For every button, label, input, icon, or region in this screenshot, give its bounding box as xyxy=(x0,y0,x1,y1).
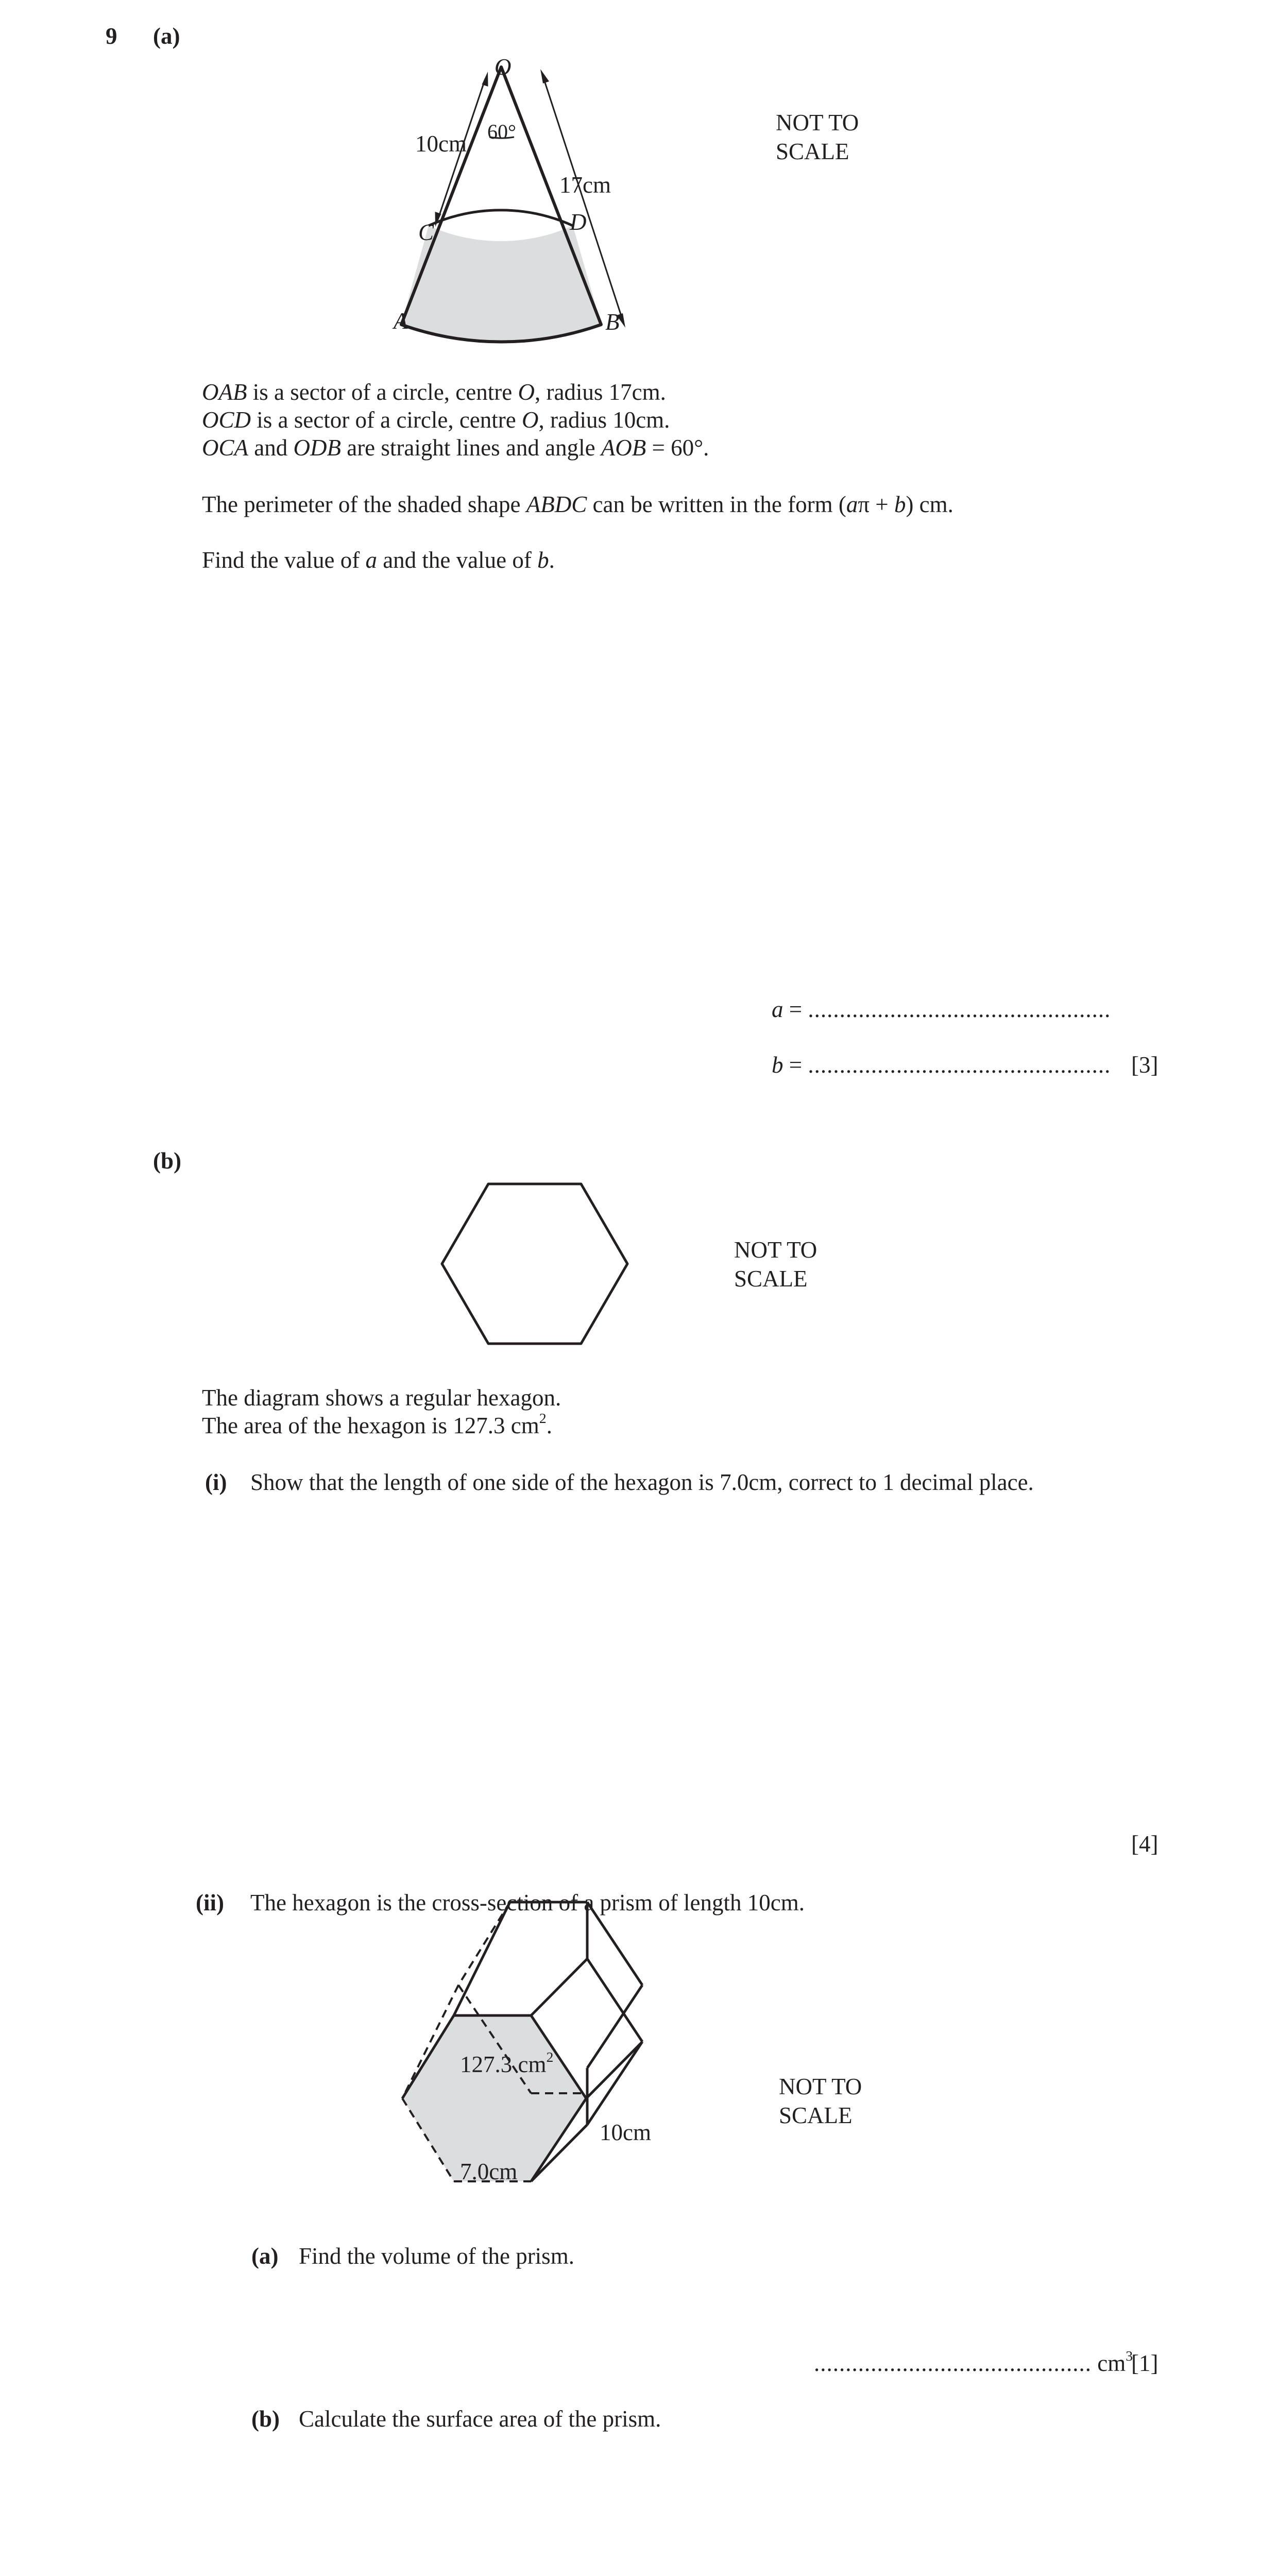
not-to-scale-b-line2: SCALE xyxy=(734,1266,808,1292)
point-C-label: C xyxy=(418,219,434,245)
part-ii-text: The hexagon is the cross-section of a prism of length 10cm. xyxy=(250,1890,805,1916)
not-to-scale-a-line1: NOT TO xyxy=(776,110,859,135)
prism-area-label: 127.3 $cm^2$ xyxy=(460,2049,554,2077)
part-b-label: (b) xyxy=(153,1148,181,1174)
point-O-label: O xyxy=(495,54,512,80)
area-statement: The area of the hexagon is 127.3 $cm^2$. xyxy=(202,1410,552,1438)
part-a-label: (a) xyxy=(153,23,180,49)
find-instruction: Find the value of a and the value of b. xyxy=(202,547,555,573)
radius-10cm-label: 10cm xyxy=(415,131,467,157)
marks-part-i: [4] xyxy=(1131,1831,1158,1857)
statement-line-3: OCA and ODB are straight lines and angle AOB = 60°. xyxy=(202,435,709,461)
sub-b-text: Calculate the surface area of the prism. xyxy=(299,2406,661,2432)
not-to-scale-ii-line1: NOT TO xyxy=(779,2074,862,2099)
volume-answer-line[interactable]: ............................................ $cm^3$ xyxy=(814,2348,1133,2376)
sub-b-label: (b) xyxy=(251,2406,280,2432)
angle-60-label: 60° xyxy=(487,120,516,143)
sub-a-text: Find the volume of the prism. xyxy=(299,2243,574,2269)
point-B-label: B xyxy=(605,309,620,335)
statement-line-2: OCD is a sector of a circle, centre O, radius 10cm. xyxy=(202,407,670,433)
part-i-text: Show that the length of one side of the hexagon is 7.0cm, correct to 1 decimal place. xyxy=(250,1469,1034,1495)
prism-side-label: 7.0cm xyxy=(460,2159,518,2184)
answer-a-line[interactable]: a = ................................................ xyxy=(772,996,1111,1022)
not-to-scale-ii-line2: SCALE xyxy=(779,2103,853,2128)
sub-a-label: (a) xyxy=(251,2243,279,2269)
marks-part-a: [3] xyxy=(1131,1052,1158,1078)
part-i-label: (i) xyxy=(205,1469,227,1495)
marks-sub-a: [1] xyxy=(1131,2350,1158,2376)
radius-17cm-label: 17cm xyxy=(559,172,611,198)
part-ii-label: (ii) xyxy=(196,1890,224,1916)
prism-length-label: 10cm xyxy=(600,2120,651,2145)
front-face-shaded xyxy=(402,2015,586,2181)
not-to-scale-a-line2: SCALE xyxy=(776,139,849,164)
statement-line-1: OAB is a sector of a circle, centre O, radius 17cm. xyxy=(202,379,666,405)
hexagon-statement: The diagram shows a regular hexagon. xyxy=(202,1385,561,1411)
point-A-label: A xyxy=(394,308,408,334)
not-to-scale-b-line1: NOT TO xyxy=(734,1237,817,1263)
perimeter-statement: The perimeter of the shaded shape ABDC can be written in the form (aπ + b) cm. xyxy=(202,492,953,517)
answer-b-line[interactable]: b = ................................................ xyxy=(772,1052,1111,1078)
point-D-label: D xyxy=(570,209,587,235)
question-number: 9 xyxy=(106,23,117,49)
